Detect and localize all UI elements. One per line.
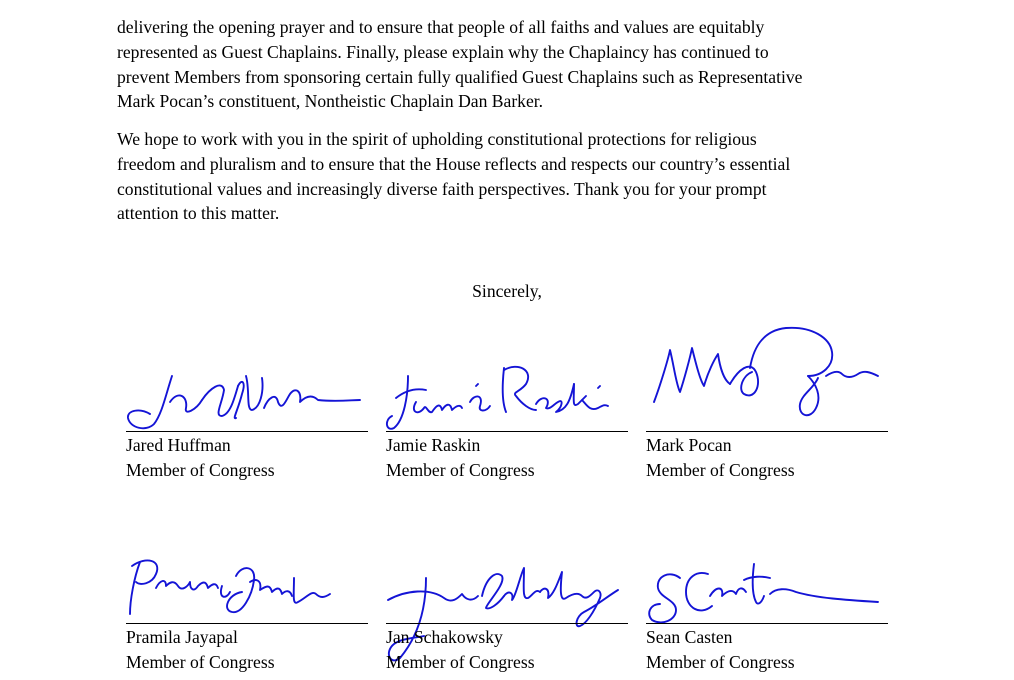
paragraph-line: attention to this matter. xyxy=(117,203,280,224)
closing-salutation: Sincerely, xyxy=(472,281,542,301)
paragraph-line: freedom and pluralism and to ensure that the House reflects and respects our country’s essential xyxy=(117,153,791,174)
signer-title: Member of Congress xyxy=(646,460,795,480)
paragraph-line: delivering the opening prayer and to ensure that people of all faiths and values are equitably xyxy=(117,17,765,37)
signature-block-casten xyxy=(646,516,888,672)
signer-title: Member of Congress xyxy=(646,652,795,672)
signer-title: Member of Congress xyxy=(126,652,275,672)
signature-block-pocan xyxy=(646,324,888,480)
signer-title: Member of Congress xyxy=(126,460,275,480)
signer-name: Pramila Jayapal xyxy=(126,627,238,647)
body-paragraph-1 xyxy=(117,15,917,114)
signature-raskin xyxy=(386,324,628,434)
paragraph-line: prevent Members from sponsoring certain fully qualified Guest Chaplains such as Representative xyxy=(117,66,803,87)
signature-line xyxy=(126,431,368,432)
signature-casten xyxy=(646,516,888,626)
signer-name: Jared Huffman xyxy=(126,435,231,455)
paragraph-line: constitutional values and increasingly diverse faith perspectives. Thank you for your prompt xyxy=(117,178,767,199)
paragraph-line: Mark Pocan’s constituent, Nontheistic Chaplain Dan Barker. xyxy=(117,91,544,112)
signature-block-huffman xyxy=(126,324,368,480)
signature-schakowsky xyxy=(386,516,628,626)
signature-huffman xyxy=(126,324,368,434)
signature-block-raskin xyxy=(386,324,628,480)
paragraph-line: represented as Guest Chaplains. Finally, please explain why the Chaplaincy has continued to xyxy=(117,41,769,62)
signature-block-schakowsky xyxy=(386,516,628,672)
signature-jayapal xyxy=(126,516,368,626)
signer-name: Jan Schakowsky xyxy=(386,627,503,647)
signer-title: Member of Congress xyxy=(386,652,535,672)
signer-name: Sean Casten xyxy=(646,627,733,647)
signature-block-jayapal xyxy=(126,516,368,672)
body-paragraph-2 xyxy=(117,127,917,226)
paragraph-line: We hope to work with you in the spirit of upholding constitutional protections for religious xyxy=(117,129,757,149)
signature-line xyxy=(646,431,888,432)
signature-pocan xyxy=(646,324,888,434)
signer-title: Member of Congress xyxy=(386,460,535,480)
signature-line xyxy=(386,623,628,624)
signer-name: Mark Pocan xyxy=(646,435,732,455)
signature-line xyxy=(646,623,888,624)
signature-line xyxy=(126,623,368,624)
signer-name: Jamie Raskin xyxy=(386,435,481,455)
signature-line xyxy=(386,431,628,432)
